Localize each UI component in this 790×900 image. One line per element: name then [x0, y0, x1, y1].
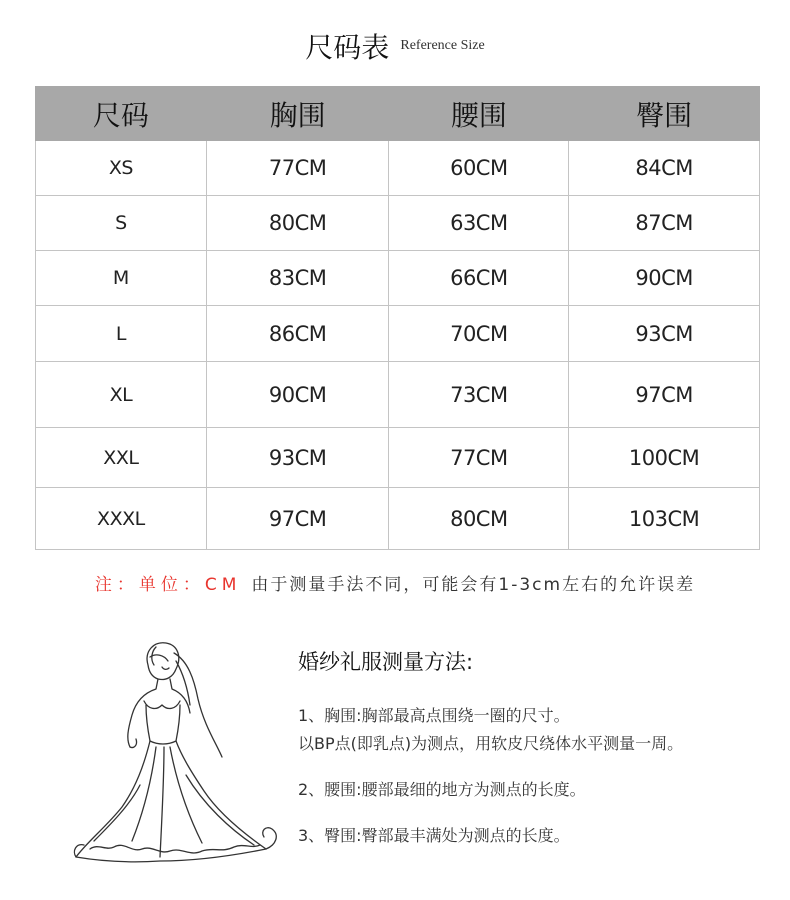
measurement-method — [298, 646, 778, 868]
table-row — [36, 251, 760, 306]
table-row — [36, 141, 760, 196]
bust-cell: 90CM — [206, 362, 389, 428]
hip-cell: 97CM — [569, 362, 760, 428]
method-item-bust-line2: 以BP点(即乳点)为测点，用软皮尺绕体水平测量一周。 — [298, 734, 684, 753]
size-table — [35, 86, 760, 550]
note-text: 由于测量手法不同，可能会有1-3cm左右的允许误差 — [251, 575, 696, 595]
table-header-row — [36, 87, 760, 141]
table-row — [36, 362, 760, 428]
table-row — [36, 306, 760, 362]
hip-cell: 93CM — [569, 306, 760, 362]
size-cell: XL — [36, 362, 207, 428]
method-item-bust — [298, 702, 778, 758]
size-cell: S — [36, 196, 207, 251]
page-header — [0, 26, 790, 66]
size-cell: XXL — [36, 428, 207, 488]
size-cell: L — [36, 306, 207, 362]
table-row — [36, 488, 760, 550]
hip-cell: 87CM — [569, 196, 760, 251]
hip-cell: 103CM — [569, 488, 760, 550]
page-subtitle: Reference Size — [400, 38, 485, 53]
waist-cell: 66CM — [389, 251, 569, 306]
unit-label: 注：单位：CM — [94, 575, 242, 595]
bust-cell: 93CM — [206, 428, 389, 488]
waist-cell: 60CM — [389, 141, 569, 196]
header-size: 尺码 — [36, 87, 207, 141]
table-row — [36, 428, 760, 488]
header-bust: 胸围 — [206, 87, 389, 141]
waist-cell: 77CM — [389, 428, 569, 488]
method-item-waist: 2、腰围:腰部最细的地方为测点的长度。 — [298, 780, 586, 799]
hip-cell: 84CM — [569, 141, 760, 196]
bust-cell: 97CM — [206, 488, 389, 550]
size-cell: XXXL — [36, 488, 207, 550]
size-cell: XS — [36, 141, 207, 196]
waist-cell: 73CM — [389, 362, 569, 428]
bust-cell: 77CM — [206, 141, 389, 196]
page-title: 尺码表 — [305, 31, 390, 64]
size-cell: M — [36, 251, 207, 306]
bust-cell: 83CM — [206, 251, 389, 306]
hip-cell: 90CM — [569, 251, 760, 306]
waist-cell: 63CM — [389, 196, 569, 251]
measurement-note — [0, 570, 790, 595]
header-hip: 臀围 — [569, 87, 760, 141]
method-title: 婚纱礼服测量方法: — [298, 650, 474, 674]
method-item-bust-line1: 1、胸围:胸部最高点围绕一圈的尺寸。 — [298, 706, 570, 725]
waist-cell: 80CM — [389, 488, 569, 550]
bust-cell: 80CM — [206, 196, 389, 251]
header-waist: 腰围 — [389, 87, 569, 141]
hip-cell: 100CM — [569, 428, 760, 488]
method-item-hip: 3、臀围:臀部最丰满处为测点的长度。 — [298, 826, 570, 845]
waist-cell: 70CM — [389, 306, 569, 362]
table-row — [36, 196, 760, 251]
bust-cell: 86CM — [206, 306, 389, 362]
bride-dress-icon — [70, 635, 285, 870]
